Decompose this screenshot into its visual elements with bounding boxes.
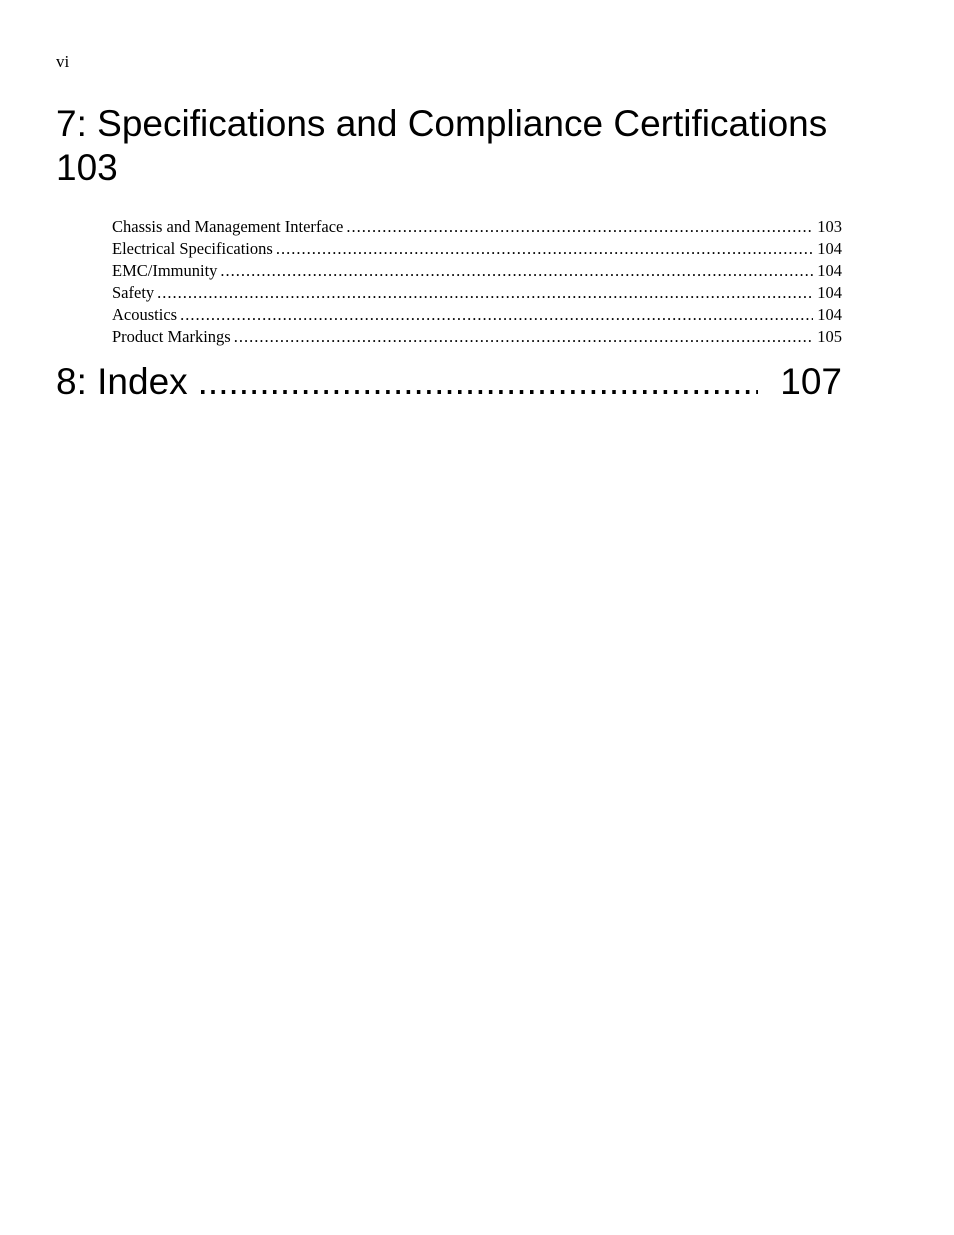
toc-entry-label: Electrical Specifications [112,239,273,258]
toc-section-list [112,216,842,348]
toc-chapter-8[interactable] [56,360,842,404]
toc-entry-page: 104 [817,305,842,324]
toc-chapter-7[interactable] [56,102,856,190]
toc-entry-page: 105 [817,327,842,346]
toc-entry-safety[interactable] [112,282,842,304]
toc-entry-emc-immunity[interactable] [112,260,842,282]
toc-entry-page: 104 [817,261,842,280]
toc-entry-label: Acoustics [112,305,178,324]
toc-entry-label: EMC/Immunity [112,261,218,280]
toc-entry-page: 103 [817,217,842,236]
toc-entry-page: 104 [817,283,842,302]
toc-entry-page: 104 [817,239,842,258]
toc-entry-product-markings[interactable] [112,326,842,348]
toc-entry-label: Chassis and Management Interface [112,217,344,236]
chapter-page-number: 103 [56,147,118,188]
toc-entry-label: Product Markings [112,327,231,346]
dot-leader [276,238,813,260]
dot-leader [234,326,814,348]
toc-entry-chassis-management-interface[interactable] [112,216,842,238]
chapter-title: 8: Index [56,361,188,402]
chapter-page-number: 107 [780,361,842,402]
chapter-title: 7: Specifications and Compliance Certifications [56,103,828,144]
dot-leader [198,360,759,404]
dot-leader [157,282,813,304]
dot-leader [346,216,813,238]
dot-leader [220,260,813,282]
dot-leader [180,304,813,326]
toc-entry-label: Safety [112,283,155,302]
page-number: vi [56,52,70,71]
toc-entry-acoustics[interactable] [112,304,842,326]
toc-entry-electrical-specifications[interactable] [112,238,842,260]
